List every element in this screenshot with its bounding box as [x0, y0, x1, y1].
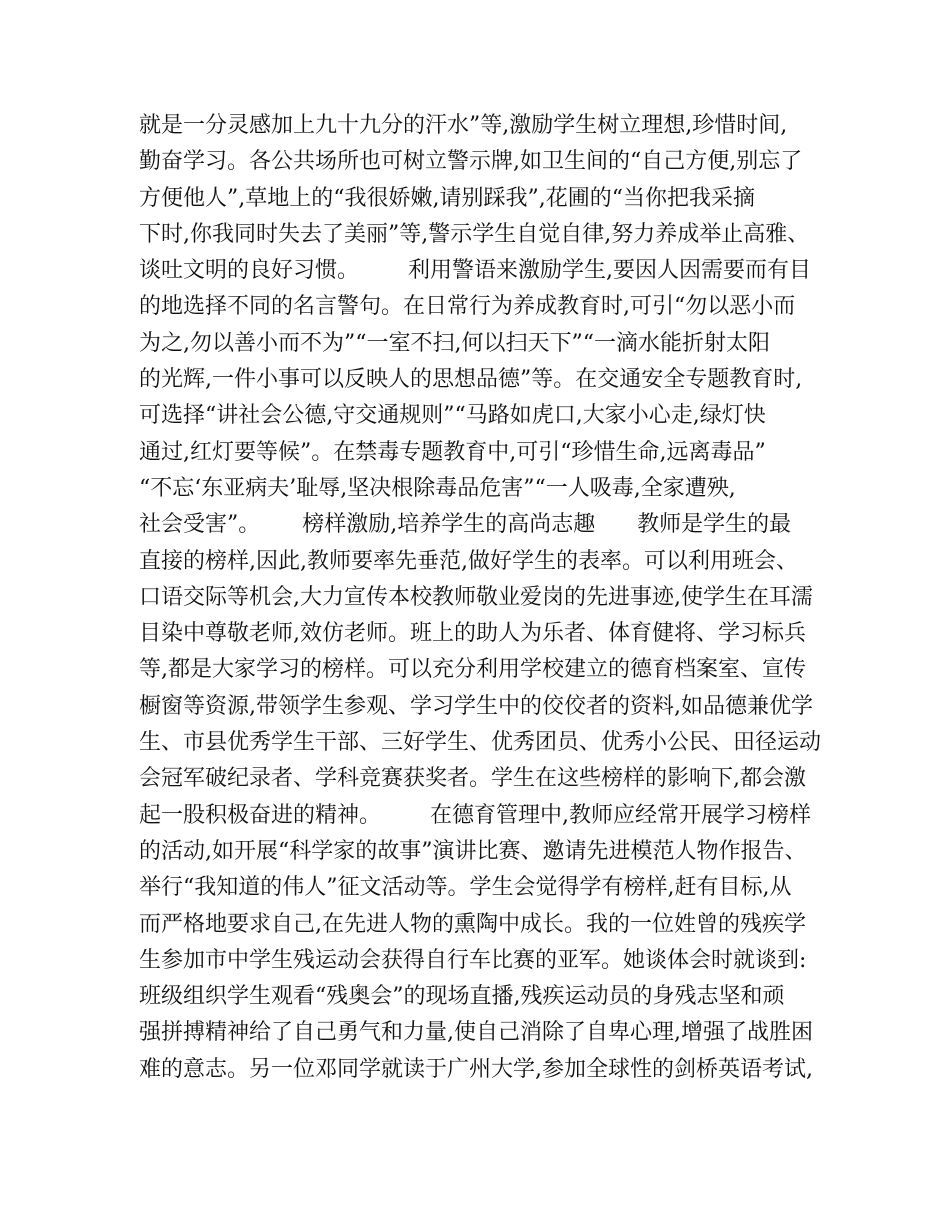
- text-line: 等,都是大家学习的榜样。可以充分利用学校建立的德育档案室、宣传: [139, 657, 806, 683]
- text-line: 会冠军破纪录者、学科竞赛获奖者。学生在这些榜样的影响下,都会激: [139, 766, 806, 792]
- text-line: 的光辉,一件小事可以反映人的思想品德”等。在交通安全专题教育时,: [139, 367, 803, 393]
- text-line: 方便他人”,草地上的“我很娇嫩,请别踩我”,花圃的“当你把我采摘: [139, 185, 755, 211]
- text-line: 社会受害”。 榜样激励,培养学生的高尚志趣 教师是学生的最: [139, 512, 792, 538]
- text-line: 生参加市中学生残运动会获得自行车比赛的亚军。她谈体会时就谈到:: [139, 947, 807, 973]
- text-line: 的活动,如开展“科学家的故事”演讲比赛、邀请先进模范人物作报告、: [139, 838, 807, 864]
- text-line: 就是一分灵感加上九十九分的汗水”等,激励学生树立理想,珍惜时间,: [139, 113, 788, 138]
- text-line: 班级组织学生观看“残奥会”的现场直播,残疾运动员的身残志坚和顽: [139, 984, 785, 1010]
- text-line: 口语交际等机会,大力宣传本校教师敬业爱岗的先进事迹,使学生在耳濡: [139, 584, 813, 610]
- text-line: 下时,你我同时失去了美丽”等,警示学生自觉自律,努力养成举止高雅、: [139, 221, 810, 247]
- body-text: [139, 108, 839, 1088]
- text-line: 难的意志。另一位邓同学就读于广州大学,参加全球性的剑桥英语考试,: [139, 1056, 813, 1082]
- text-line: 橱窗等资源,带领学生参观、学习学生中的佼佼者的资料,如品德兼优学: [139, 693, 813, 719]
- text-line: 而严格地要求自己,在先进人物的熏陶中成长。我的一位姓曾的残疾学: [139, 911, 806, 937]
- text-line: 可选择“讲社会公德,守交通规则”“马路如虎口,大家小心走,绿灯快: [139, 403, 766, 429]
- text-line: 举行“我知道的伟人”征文活动等。学生会觉得学有榜样,赶有目标,从: [139, 875, 792, 901]
- text-line: 起一股积极奋进的精神。 在德育管理中,教师应经常开展学习榜样: [139, 802, 811, 828]
- text-line: 为之,勿以善小而不为”“一室不扫,何以扫天下”“一滴水能折射太阳: [139, 330, 770, 356]
- text-line: 通过,红灯要等候”。在禁毒专题教育中,可引“珍惜生命,远离毒品”: [139, 439, 766, 465]
- text-line: 勤奋学习。各公共场所也可树立警示牌,如卫生间的“自己方便,别忘了: [139, 149, 803, 175]
- text-line: 目染中尊敬老师,效仿老师。班上的助人为乐者、体育健将、学习标兵: [139, 621, 806, 647]
- text-line: 谈吐文明的良好习惯。 利用警语来激励学生,要因人因需要而有目: [139, 258, 811, 284]
- text-line: 的地选择不同的名言警句。在日常行为养成教育时,可引“勿以恶小而: [139, 294, 796, 320]
- text-line: 直接的榜样,因此,教师要率先垂范,做好学生的表率。可以利用班会、: [139, 548, 798, 574]
- text-line: 强拼搏精神给了自己勇气和力量,使自己消除了自卑心理,增强了战胜困: [139, 1020, 813, 1046]
- text-line: 生、市县优秀学生干部、三好学生、优秀团员、优秀小公民、田径运动: [139, 730, 822, 756]
- text-line: “不忘‘东亚病夫’耻辱,坚决根除毒品危害”“一人吸毒,全家遭殃,: [139, 475, 736, 501]
